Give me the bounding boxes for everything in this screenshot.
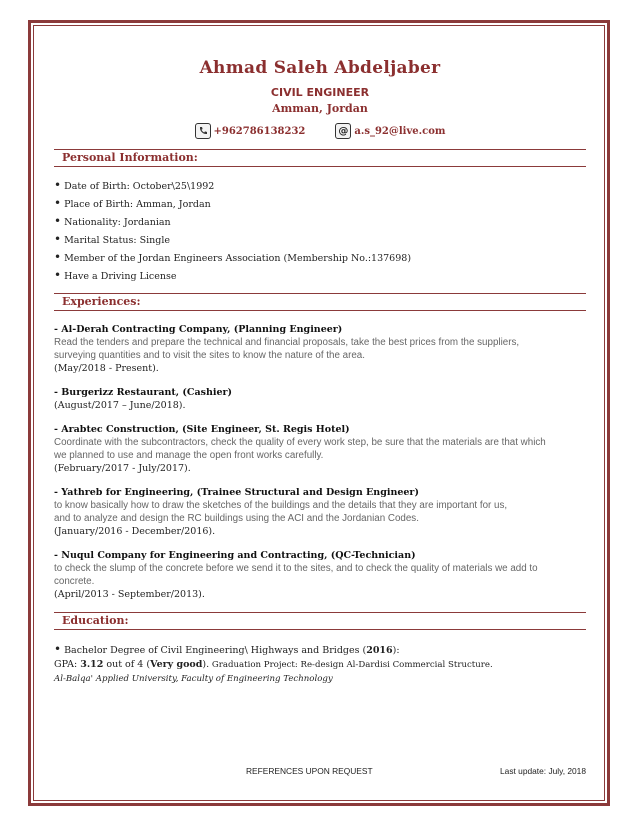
last-update: Last update: July, 2018 — [500, 766, 586, 776]
education-section — [54, 612, 586, 686]
email-contact — [335, 123, 445, 139]
experience-description: Coordinate with the subcontractors, check the quality of every work step, be sure that the materials are that which — [54, 437, 546, 448]
list-item: • Marital Status: Single — [54, 232, 171, 246]
resume-content — [54, 58, 586, 686]
experience-description: Read the tenders and prepare the technical and financial proposals, take the best prices from the suppliers, — [54, 337, 520, 348]
experience-description: to check the slump of the concrete before we send it to the sites, and to check the quality of materials we add to — [54, 563, 538, 574]
phone-number[interactable]: +962786138232 — [213, 125, 306, 137]
experience-heading: Arabtec Construction, (Site Engineer, St. Regis Hotel) — [61, 424, 350, 435]
graduation-year: 2016 — [366, 645, 393, 656]
gpa-value: 3.12 — [80, 659, 104, 670]
list-item: • Date of Birth: October\25\1992 — [54, 178, 215, 192]
experience-description: surveying quantities and to visit the sites to know the nature of the area. — [54, 350, 365, 361]
experience-item: - Nuqul Company for Engineering and Contracting, (QC-Technician) to check the slump of the concrete before we send it to the sites, and to check the quality of materials we add to concrete. (April/2013 - September/2013). — [54, 549, 586, 602]
phone-contact — [195, 123, 306, 139]
list-item: • Have a Driving License — [54, 268, 177, 282]
experience-item: - Arabtec Construction, (Site Engineer, St. Regis Hotel) Coordinate with the subcontractors, check the quality of every work step, be sure that the materials are that which we planned to use and manage the open front works carefully. (February/2017 - July/2017). — [54, 423, 586, 476]
experience-date: (May/2018 - Present). — [54, 363, 159, 374]
contact-info — [54, 123, 586, 139]
experience-list — [54, 323, 586, 602]
experience-item: - Burgerizz Restaurant, (Cashier) (August/2017 – June/2018). — [54, 386, 586, 413]
experience-section — [54, 293, 586, 602]
location: Amman, Jordan — [272, 102, 368, 115]
experience-heading: Burgerizz Restaurant, (Cashier) — [61, 387, 233, 398]
experience-date: (January/2016 - December/2016). — [54, 526, 216, 537]
experience-description: and to analyze and design the RC buildings using the ACI and the Jordanian Codes. — [54, 513, 419, 524]
experience-date: (August/2017 – June/2018). — [54, 400, 186, 411]
education-gpa: GPA: 3.12 out of 4 (Very good). Graduation Project: Re-design Al-Dardisi Commercial Structure. — [54, 659, 493, 670]
at-icon: @ — [335, 123, 351, 139]
graduation-project: Graduation Project: Re-design Al-Dardisi Commercial Structure. — [209, 660, 493, 670]
list-item: • Place of Birth: Amman, Jordan — [54, 196, 211, 210]
section-heading-education: Education: — [54, 612, 586, 630]
experience-description: to know basically how to draw the sketches of the buildings and the details that they are important for us, — [54, 500, 508, 511]
education-degree: • Bachelor Degree of Civil Engineering\ Highways and Bridges (2016): — [54, 642, 400, 656]
personal-section — [54, 149, 586, 283]
phone-icon — [195, 123, 211, 139]
experience-heading: Al-Derah Contracting Company, (Planning Engineer) — [61, 324, 343, 335]
university: Al-Balqa' Applied University, Faculty of Engineering Technology — [54, 674, 333, 684]
experience-item: - Al-Derah Contracting Company, (Planning Engineer) Read the tenders and prepare the technical and financial proposals, take the best prices from the suppliers, surveying quantities and to visit the sites to know the nature of the area. (May/2018 - Present). — [54, 323, 586, 376]
email-address[interactable]: a.s_92@live.com — [354, 125, 446, 137]
personal-list — [54, 179, 586, 283]
experience-heading: Nuqul Company for Engineering and Contracting, (QC-Technician) — [61, 550, 416, 561]
list-item: • Member of the Jordan Engineers Association (Membership No.:137698) — [54, 250, 412, 264]
experience-description: concrete. — [54, 576, 95, 587]
applicant-name: Ahmad Saleh Abdeljaber — [199, 58, 441, 78]
experience-date: (April/2013 - September/2013). — [54, 589, 205, 600]
list-item: • Nationality: Jordanian — [54, 214, 171, 228]
references-note: REFERENCES UPON REQUEST — [246, 766, 373, 776]
section-heading-experiences: Experiences: — [54, 293, 586, 311]
gpa-grade: Very good — [150, 659, 203, 670]
experience-description: we planned to use and manage the open front works carefully. — [54, 450, 324, 461]
experience-date: (February/2017 - July/2017). — [54, 463, 191, 474]
job-title: CIVIL ENGINEER — [270, 86, 370, 99]
experience-item: - Yathreb for Engineering, (Trainee Structural and Design Engineer) to know basically how to draw the sketches of the buildings and the details that they are important for us, and to analyze and design the RC buildings using the ACI and the Jordanian Codes. (January/2016 - December/2016). — [54, 486, 586, 539]
experience-heading: Yathreb for Engineering, (Trainee Structural and Design Engineer) — [61, 487, 419, 498]
section-heading-personal: Personal Information: — [54, 149, 586, 167]
